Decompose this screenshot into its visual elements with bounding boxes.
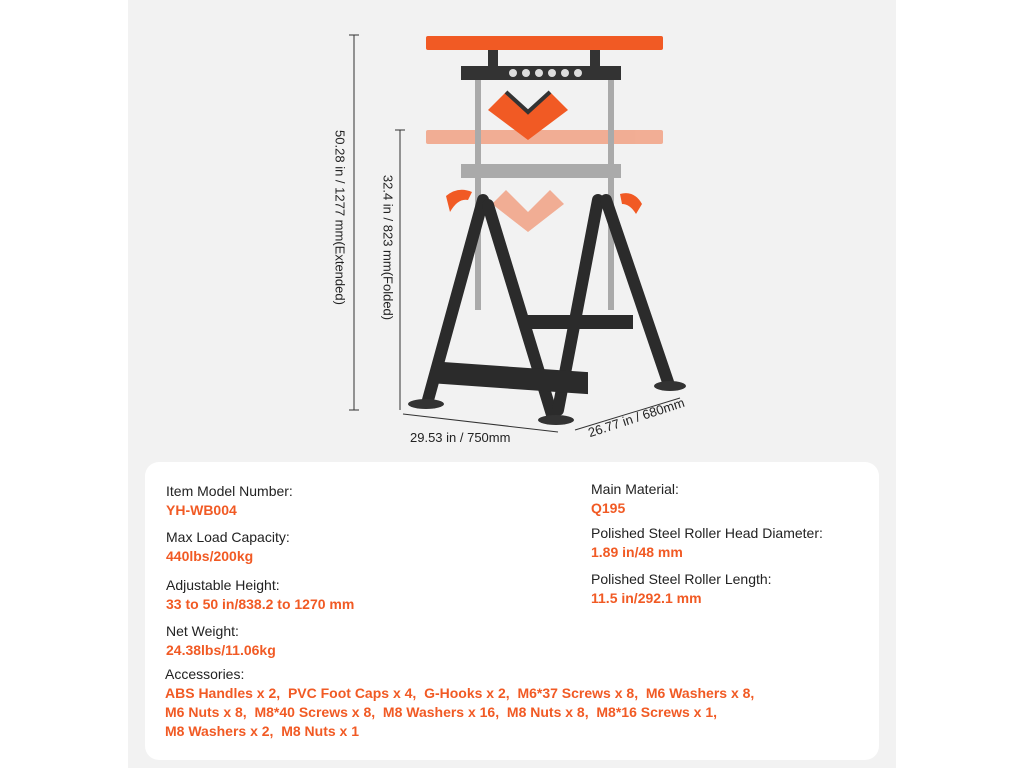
spec-value: Q195 [591,500,626,516]
accessory-item: M8*16 Screws x 1, [596,704,718,720]
left-handle [446,190,472,212]
folded-top-ghost [426,130,663,232]
spec-label: Polished Steel Roller Head Diameter: [591,525,823,541]
spec-card [145,462,879,760]
accessory-item: M8 Washers x 16, [382,704,500,720]
spec-value: 440lbs/200kg [166,548,254,564]
accessory-item: M8 Nuts x 1 [281,723,360,739]
spec-label: Main Material: [591,481,679,497]
spec-label: Adjustable Height: [166,577,280,593]
spec-roller-diameter [591,524,823,561]
spec-value: YH-WB004 [166,502,237,518]
folded-height-label: 32.4 in / 823 mm(Folded) [380,174,396,321]
spec-label: Max Load Capacity: [166,529,290,545]
spec-max-load [166,528,290,565]
spec-main-material [591,480,679,517]
right-handle [620,193,642,214]
depth-label: 26.77 in / 680mm [586,394,687,441]
accessory-item: M6*37 Screws x 8, [517,685,639,701]
table-top [426,36,663,50]
width-label: 29.53 in / 750mm [410,430,511,445]
accessory-item: G-Hooks x 2, [424,685,510,701]
accessory-item: M6 Nuts x 8, [165,704,247,720]
spec-label: Net Weight: [166,623,239,639]
accessory-item: PVC Foot Caps x 4, [287,685,417,701]
accessory-item: M8 Nuts x 8, [506,704,589,720]
spec-net-weight [166,622,276,659]
accessory-item: M8 Washers x 2, [165,723,274,739]
workbench-illustration [128,0,896,460]
spec-value: 1.89 in/48 mm [591,544,683,560]
spec-label: Polished Steel Roller Length: [591,571,772,587]
spec-value: 24.38lbs/11.06kg [166,642,276,658]
accessory-item: M6 Washers x 8, [645,685,755,701]
spec-value: 11.5 in/292.1 mm [591,590,702,606]
accessories-list [165,684,855,741]
product-image-canvas [128,0,896,768]
accessory-item: ABS Handles x 2, [165,685,281,701]
accessory-item: M8*40 Screws x 8, [254,704,376,720]
spec-label: Item Model Number: [166,483,293,499]
accessories-label: Accessories: [165,666,245,682]
spec-model-number [166,482,293,519]
spec-adjustable-height [166,576,354,613]
spec-value: 33 to 50 in/838.2 to 1270 mm [166,596,355,612]
spec-roller-length [591,570,772,607]
extended-height-label: 50.28 in / 1277 mm(Extended) [332,130,348,305]
